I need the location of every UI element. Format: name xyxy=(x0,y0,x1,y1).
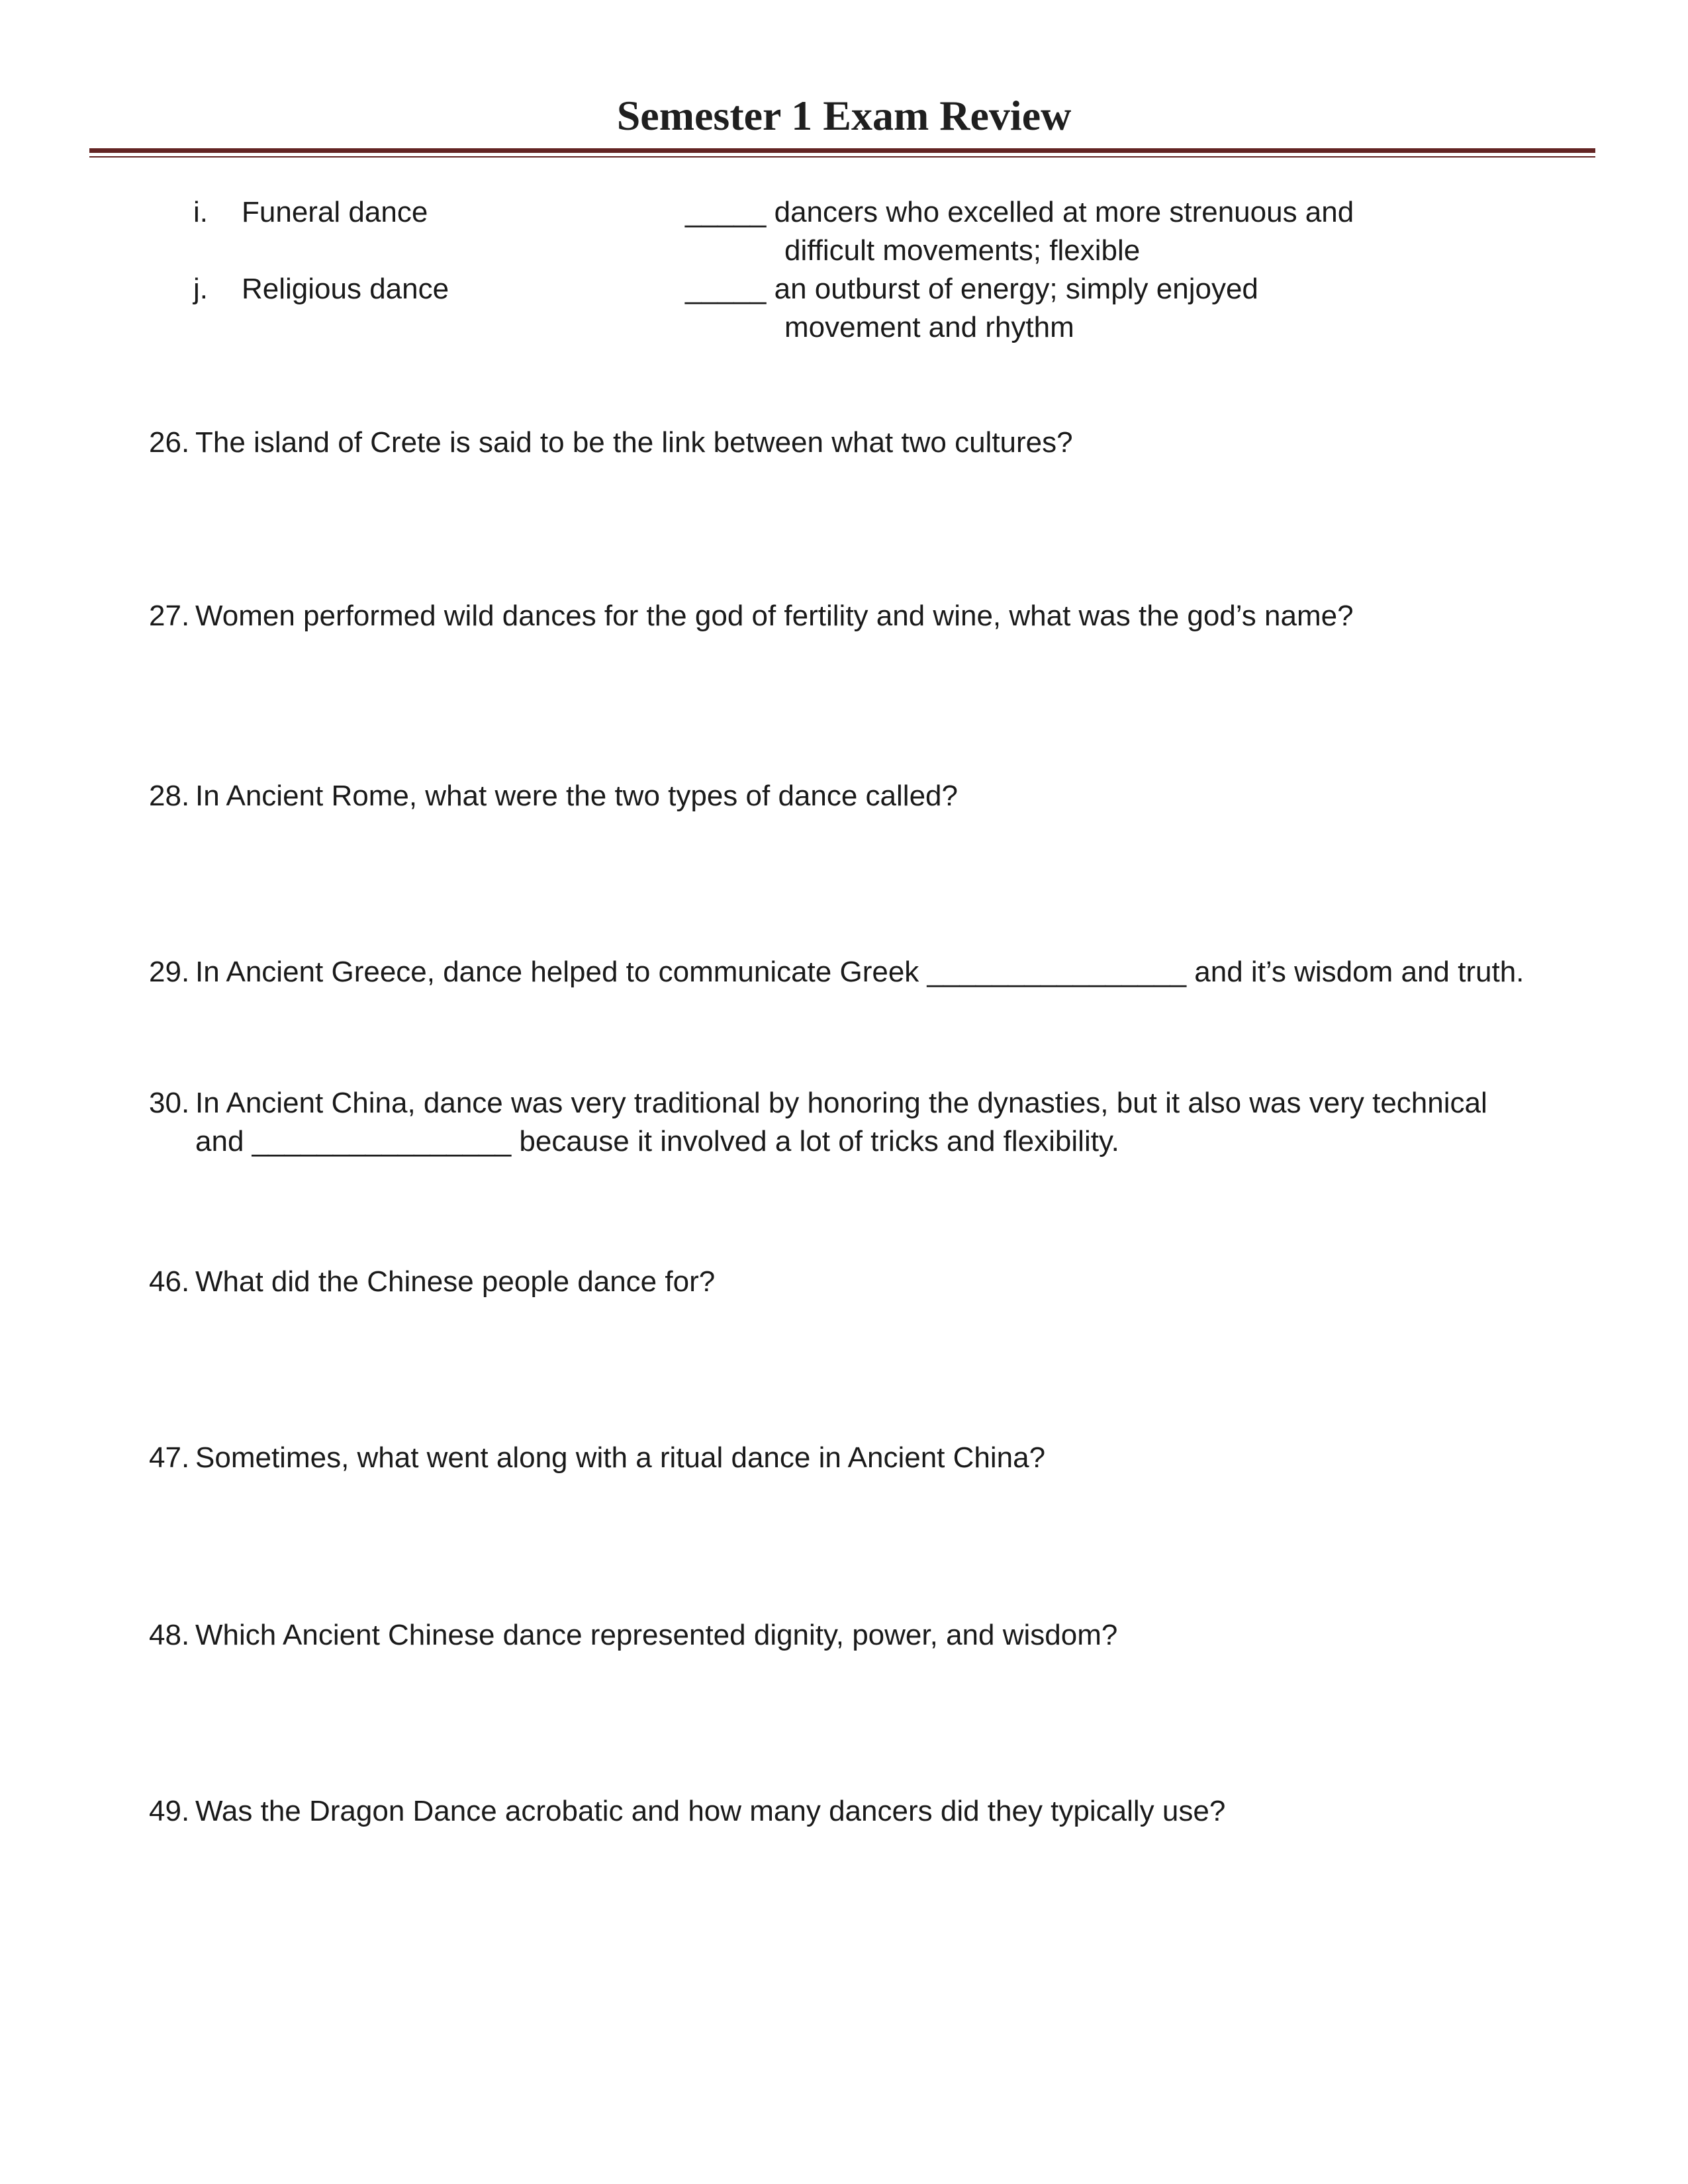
question-46 xyxy=(149,1263,1622,1301)
matching-item-j xyxy=(193,270,1622,343)
question-line xyxy=(149,1439,1622,1477)
question-text: In Ancient China, dance was very traditional by honoring the dynasties, but it also was very technical xyxy=(195,1087,1487,1119)
question-49 xyxy=(149,1792,1622,1831)
question-line xyxy=(149,777,1622,815)
definition-line xyxy=(685,193,1354,232)
question-number: 47. xyxy=(149,1441,190,1474)
question-line xyxy=(149,1792,1622,1831)
matching-letter: i. xyxy=(193,196,208,228)
question-number: 49. xyxy=(149,1795,190,1827)
answer-blank: _____ xyxy=(685,273,767,305)
question-number: 26. xyxy=(149,426,190,459)
title-divider xyxy=(89,148,1595,158)
question-28 xyxy=(149,777,1622,815)
question-text: The island of Crete is said to be the link between what two cultures? xyxy=(195,426,1073,459)
question-text: Which Ancient Chinese dance represented dignity, power, and wisdom? xyxy=(195,1619,1118,1651)
question-text: Sometimes, what went along with a ritual dance in Ancient China? xyxy=(195,1441,1046,1474)
question-number: 29. xyxy=(149,956,190,988)
question-48 xyxy=(149,1616,1622,1655)
question-text-continued: and ________________ because it involved a lot of tricks and flexibility. xyxy=(195,1125,1119,1158)
question-number: 46. xyxy=(149,1265,190,1298)
matching-letter: j. xyxy=(193,273,208,305)
definition-line xyxy=(685,270,1258,308)
question-number: 27. xyxy=(149,600,190,632)
question-line xyxy=(149,597,1622,635)
matching-item-i xyxy=(193,193,1622,267)
definition-text: an outburst of energy; simply enjoyed xyxy=(774,273,1258,305)
question-number: 30. xyxy=(149,1087,190,1119)
definition-text: difficult movements; flexible xyxy=(784,234,1141,267)
page-title: Semester 1 Exam Review xyxy=(616,92,1072,139)
question-29 xyxy=(149,953,1622,991)
question-text: What did the Chinese people dance for? xyxy=(195,1265,716,1298)
question-number: 48. xyxy=(149,1619,190,1651)
question-text: Women performed wild dances for the god of fertility and wine, what was the god’s name? xyxy=(195,600,1354,632)
answer-blank: _____ xyxy=(685,196,767,228)
question-47 xyxy=(149,1439,1622,1477)
question-26 xyxy=(149,424,1622,462)
question-text: In Ancient Greece, dance helped to communicate Greek ________________ and it’s wisdom and truth. xyxy=(195,956,1524,988)
definition-text: movement and rhythm xyxy=(784,311,1074,343)
question-text: In Ancient Rome, what were the two types of dance called? xyxy=(195,780,958,812)
question-line xyxy=(149,1084,1622,1122)
question-line xyxy=(149,1616,1622,1655)
matching-definition xyxy=(685,193,1354,270)
matching-label: Funeral dance xyxy=(242,196,428,228)
question-30 xyxy=(149,1084,1622,1161)
matching-definition xyxy=(685,270,1258,347)
question-line xyxy=(149,953,1622,991)
definition-text: dancers who excelled at more strenuous and xyxy=(774,196,1354,228)
matching-label: Religious dance xyxy=(242,273,449,305)
question-line xyxy=(149,1263,1622,1301)
question-number: 28. xyxy=(149,780,190,812)
question-text: Was the Dragon Dance acrobatic and how many dancers did they typically use? xyxy=(195,1795,1226,1827)
question-27 xyxy=(149,597,1622,635)
question-line xyxy=(149,424,1622,462)
